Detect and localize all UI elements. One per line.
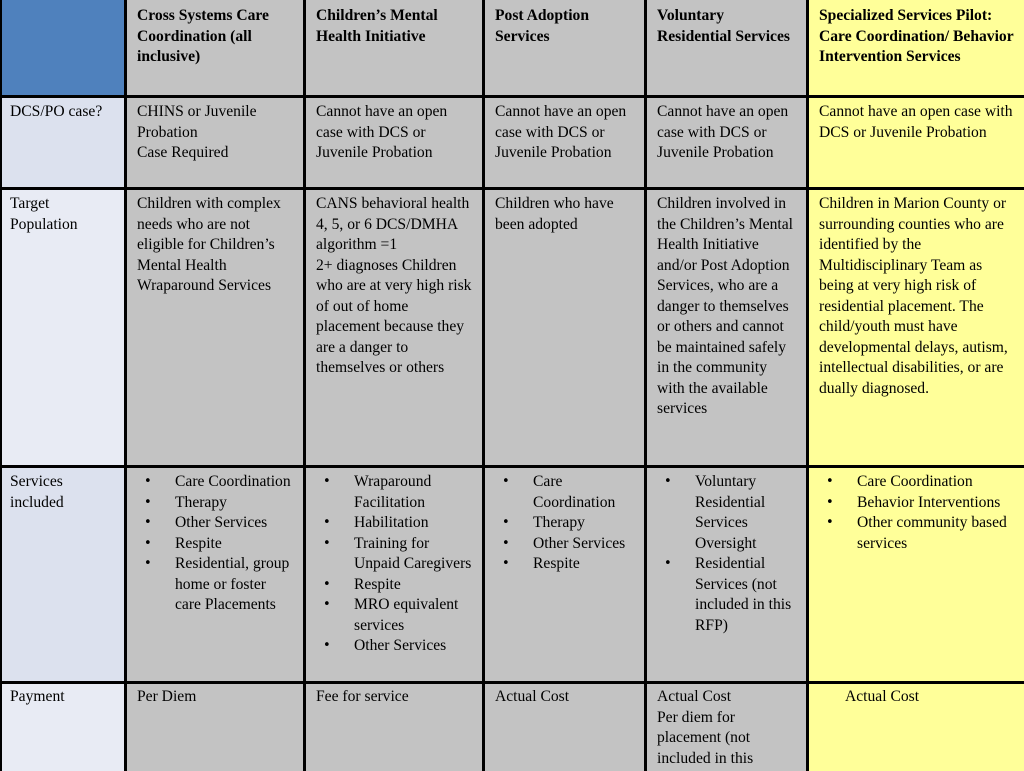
list-item: • Respite: [495, 554, 635, 575]
table-cell: Cannot have an open case with DCS or Juvenile Probation: [306, 98, 482, 187]
list-item: • MRO equivalent services: [316, 595, 473, 636]
row-label-dcs: DCS/PO case?: [2, 98, 124, 187]
table-cell: Children with complex needs who are not eligible for Children’s Mental Health Wraparound Services: [127, 190, 303, 465]
table-cell: [485, 468, 644, 681]
table-cell: Actual Cost: [485, 684, 644, 771]
list-item: • Habilitation: [316, 513, 473, 534]
list-item: • Behavior Interventions: [819, 493, 1020, 514]
bullet-list: [495, 472, 635, 575]
list-item: • Residential Services (not included in this RFP): [657, 554, 797, 636]
bullet-list: [819, 472, 1020, 554]
list-item: • Therapy: [495, 513, 635, 534]
bullet-list: [657, 472, 797, 636]
list-item: • Care Coordination: [137, 472, 294, 493]
column-header-mental-health-initiative: Children’s Mental Health Initiative: [306, 0, 482, 95]
list-item: • Respite: [137, 534, 294, 555]
list-item: • Respite: [316, 575, 473, 596]
table-cell: Actual Cost: [809, 684, 1024, 771]
row-label-services: Services included: [2, 468, 124, 681]
list-item: • Other Services: [495, 534, 635, 555]
table-cell: [809, 468, 1024, 681]
column-header-post-adoption: Post Adoption Services: [485, 0, 644, 95]
table-cell: Actual Cost Per diem for placement (not included in this: [647, 684, 806, 771]
list-item: • Training for Unpaid Caregivers: [316, 534, 473, 575]
table-cell: Fee for service: [306, 684, 482, 771]
list-item: • Residential, group home or foster care Placements: [137, 554, 294, 616]
list-item: • Voluntary Residential Services Oversight: [657, 472, 797, 554]
row-label-payment: Payment: [2, 684, 124, 771]
list-item: • Other Services: [316, 636, 473, 657]
column-header-voluntary-residential: Voluntary Residential Services: [647, 0, 806, 95]
bullet-list: [137, 472, 294, 616]
table-cell: [647, 468, 806, 681]
corner-cell: [2, 0, 124, 95]
table-cell: Cannot have an open case with DCS or Juvenile Probation: [647, 98, 806, 187]
bullet-list: [316, 472, 473, 657]
list-item: • Wraparound Facilitation: [316, 472, 473, 513]
table-cell: [306, 468, 482, 681]
table-cell: Per Diem: [127, 684, 303, 771]
table-cell: Children in Marion County or surrounding counties who are identified by the Multidisciplinary Team as being at very high risk of residential placement. The child/youth must have developmental delays, autism, intellectual disabilities, or are dually diagnosed.: [809, 190, 1024, 465]
table-cell: Children involved in the Children’s Mental Health Initiative and/or Post Adoption Services, who are a danger to themselves or others and cannot be maintained safely in the community with the available services: [647, 190, 806, 465]
table-cell: [127, 468, 303, 681]
table-cell: CANS behavioral health 4, 5, or 6 DCS/DMHA algorithm =1 2+ diagnoses Children who are at very high risk of out of home placement because they are a danger to themselves or others: [306, 190, 482, 465]
column-header-specialized-pilot: Specialized Services Pilot: Care Coordination/ Behavior Intervention Services: [809, 0, 1024, 95]
table-cell: Children who have been adopted: [485, 190, 644, 465]
list-item: • Other Services: [137, 513, 294, 534]
list-item: • Care Coordination: [819, 472, 1020, 493]
row-label-target: Target Population: [2, 190, 124, 465]
table-cell: CHINS or Juvenile Probation Case Required: [127, 98, 303, 187]
list-item: • Other community based services: [819, 513, 1020, 554]
column-header-cross-systems: Cross Systems Care Coordination (all inclusive): [127, 0, 303, 95]
list-item: • Therapy: [137, 493, 294, 514]
table-cell: Cannot have an open case with DCS or Juvenile Probation: [485, 98, 644, 187]
table-cell: Cannot have an open case with DCS or Juvenile Probation: [809, 98, 1024, 187]
list-item: • Care Coordination: [495, 472, 635, 513]
